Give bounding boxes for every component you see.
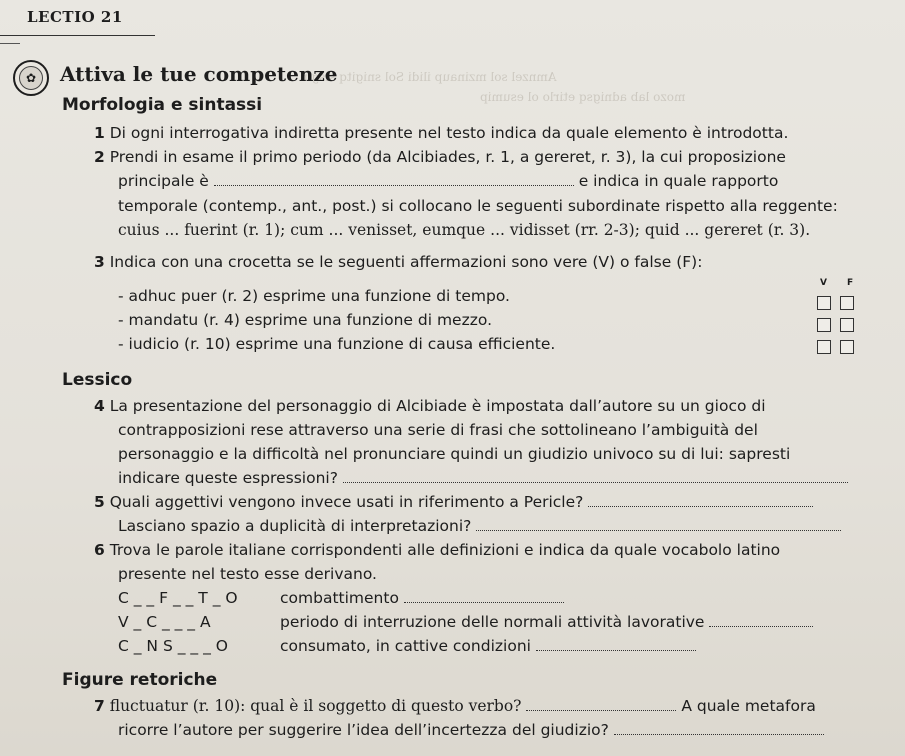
question-text: Quali aggettivi vengono invece usati in riferimento a Pericle? bbox=[109, 493, 584, 511]
question-text: principale è bbox=[118, 172, 209, 190]
word-pattern-3: C _ N S _ _ _ O bbox=[118, 637, 228, 655]
question-4-line-2: contrapposizioni rese attraverso una serie di frasi che sottolineano l’ambiguità del bbox=[118, 421, 758, 439]
question-text: Di ogni interrogativa indiretta presente nel testo indica da quale elemento è introdotta. bbox=[109, 124, 789, 142]
question-text: A quale metafora bbox=[681, 697, 816, 715]
false-column-label: F bbox=[847, 278, 854, 288]
question-6-line-1 bbox=[94, 541, 780, 559]
checkbox-false-3[interactable] bbox=[840, 340, 854, 354]
answer-line[interactable] bbox=[588, 506, 813, 507]
question-number: 7 bbox=[94, 697, 105, 715]
lessico-heading: Lessico bbox=[62, 370, 133, 390]
question-5-line-2 bbox=[118, 517, 841, 535]
word-pattern-2: V _ C _ _ _ A bbox=[118, 613, 211, 631]
question-text: e indica in quale rapporto bbox=[578, 172, 779, 190]
header-rule-short bbox=[0, 43, 20, 44]
question-text: Lasciano spazio a duplicità di interpretazioni? bbox=[118, 517, 472, 535]
question-text: ricorre l’autore per suggerire l’idea dell’incertezza del giudizio? bbox=[118, 721, 609, 739]
question-number: 4 bbox=[94, 397, 105, 415]
question-number: 5 bbox=[94, 493, 105, 511]
answer-line[interactable] bbox=[709, 626, 813, 627]
bleed-through-text: mozo lab adnigsq etirlo ol esumip bbox=[480, 90, 686, 104]
question-2-line-4: cuius ... fuerint (r. 1); cum ... venisset, eumque ... vidisset (rr. 2-3); quid ... gereret (r. 3). bbox=[118, 221, 811, 239]
question-4-line-3: personaggio e la difficoltà nel pronunciare quindi un giudizio univoco su di lui: sapresti bbox=[118, 445, 791, 463]
bleed-through-text: Amnzel sol mzinaup ilidi Sol snigitq sisgin bbox=[300, 70, 557, 84]
question-number: 3 bbox=[94, 253, 105, 271]
answer-line[interactable] bbox=[476, 530, 841, 531]
question-6-line-2: presente nel testo esse derivano. bbox=[118, 565, 377, 583]
definition-text: consumato, in cattive condizioni bbox=[280, 637, 531, 655]
section-title: Attiva le tue competenze bbox=[60, 62, 338, 86]
question-text: fluctuatur (r. 10): qual è il soggetto di questo verbo? bbox=[109, 697, 522, 715]
answer-line[interactable] bbox=[614, 734, 824, 735]
question-text: indicare queste espressioni? bbox=[118, 469, 338, 487]
statement-1: - adhuc puer (r. 2) esprime una funzione di tempo. bbox=[118, 287, 510, 305]
question-2-line-3: temporale (contemp., ant., post.) si collocano le seguenti subordinate rispetto alla reggente: bbox=[118, 197, 838, 215]
word-definition-2 bbox=[280, 613, 813, 631]
word-definition-3 bbox=[280, 637, 696, 655]
answer-line[interactable] bbox=[214, 185, 574, 186]
question-text: Indica con una crocetta se le seguenti affermazioni sono vere (V) o false (F): bbox=[109, 253, 703, 271]
checkbox-true-3[interactable] bbox=[817, 340, 831, 354]
question-2-line-2 bbox=[118, 172, 778, 190]
question-5-line-1 bbox=[94, 493, 813, 511]
question-4-line-1 bbox=[94, 397, 766, 415]
question-4-line-4 bbox=[118, 469, 848, 487]
question-text: La presentazione del personaggio di Alcibiade è impostata dall’autore su un gioco di bbox=[109, 397, 766, 415]
statement-3: - iudicio (r. 10) esprime una funzione di causa efficiente. bbox=[118, 335, 556, 353]
morfologia-heading: Morfologia e sintassi bbox=[62, 95, 263, 115]
question-number: 6 bbox=[94, 541, 105, 559]
question-text: Trova le parole italiane corrispondenti alle definizioni e indica da quale vocabolo latino bbox=[109, 541, 781, 559]
checkbox-true-2[interactable] bbox=[817, 318, 831, 332]
question-7-line-1 bbox=[94, 697, 816, 715]
question-text: Prendi in esame il primo periodo (da Alcibiades, r. 1, a gereret, r. 3), la cui proposizione bbox=[109, 148, 786, 166]
answer-line[interactable] bbox=[536, 650, 696, 651]
question-2-line-1 bbox=[94, 148, 786, 166]
question-number: 2 bbox=[94, 148, 105, 166]
word-definition-1 bbox=[280, 589, 564, 607]
question-3 bbox=[94, 253, 702, 271]
question-number: 1 bbox=[94, 124, 105, 142]
checkbox-true-1[interactable] bbox=[817, 296, 831, 310]
lectio-label: LECTIO 21 bbox=[27, 8, 123, 26]
question-1 bbox=[94, 124, 788, 142]
question-7-line-2 bbox=[118, 721, 824, 739]
statement-2: - mandatu (r. 4) esprime una funzione di mezzo. bbox=[118, 311, 492, 329]
checkbox-false-1[interactable] bbox=[840, 296, 854, 310]
header-rule bbox=[0, 35, 155, 36]
figure-retoriche-heading: Figure retoriche bbox=[62, 670, 218, 690]
definition-text: combattimento bbox=[280, 589, 399, 607]
answer-line[interactable] bbox=[526, 710, 676, 711]
definition-text: periodo di interruzione delle normali attività lavorative bbox=[280, 613, 705, 631]
competence-badge-icon bbox=[13, 60, 49, 96]
gear-icon: ✿ bbox=[19, 66, 43, 90]
answer-line[interactable] bbox=[404, 602, 564, 603]
word-pattern-1: C _ _ F _ _ T _ O bbox=[118, 589, 238, 607]
checkbox-false-2[interactable] bbox=[840, 318, 854, 332]
true-column-label: V bbox=[820, 278, 827, 288]
answer-line[interactable] bbox=[343, 482, 848, 483]
